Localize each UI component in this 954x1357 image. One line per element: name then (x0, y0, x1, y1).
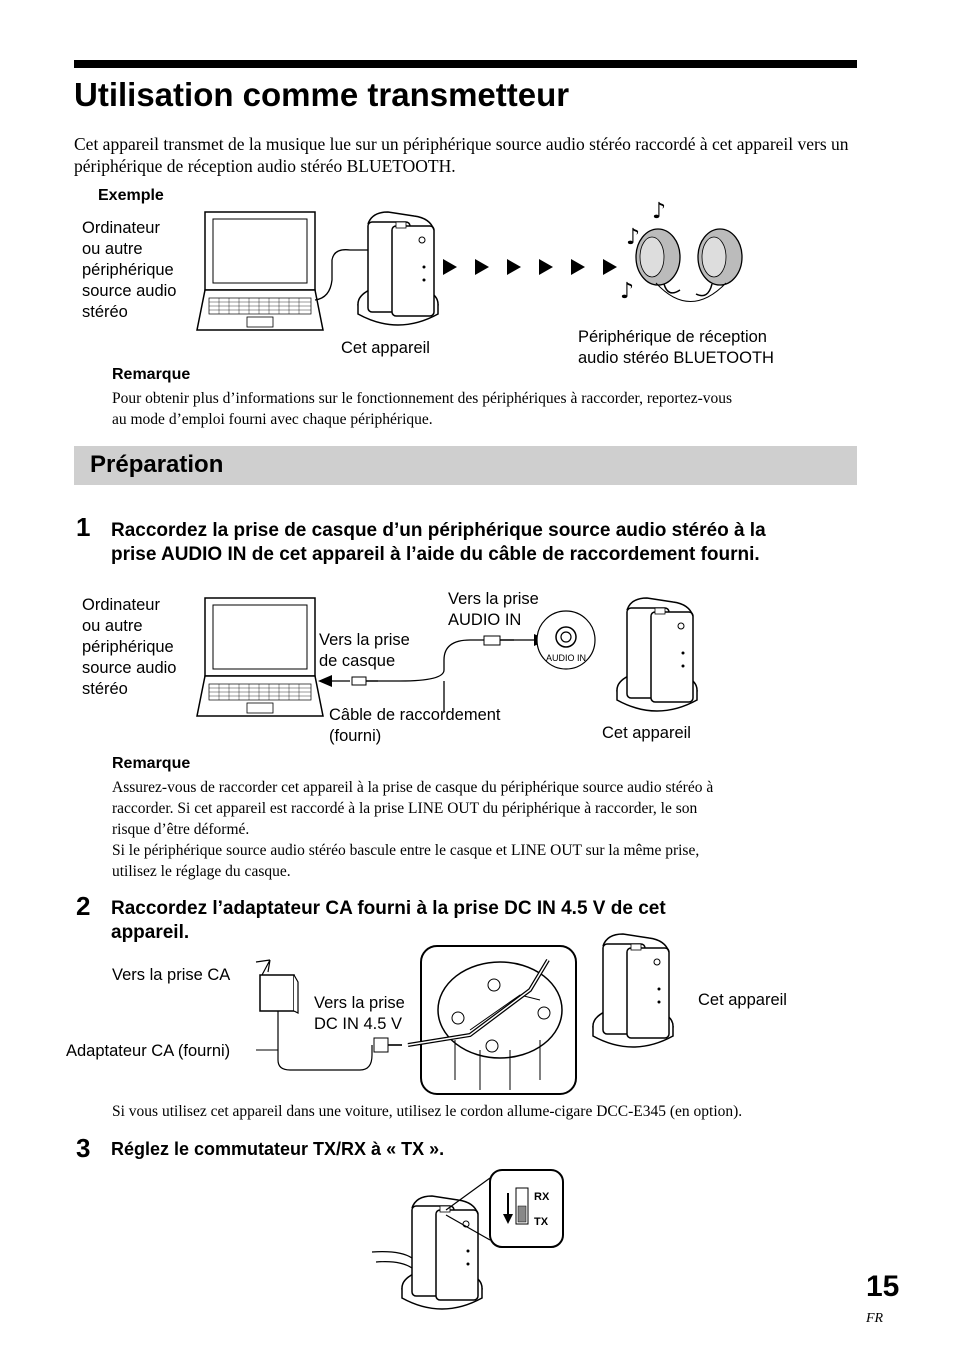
svg-text:♪: ♪ (652, 199, 667, 224)
intro-paragraph: Cet appareil transmet de la musique lue sur un périphérique source audio stéréo raccordé à cet appareil vers un périphérique de réception audio stéréo BLUETOOTH. (74, 134, 849, 176)
section-title: Préparation (90, 451, 224, 478)
step1-text: Raccordez la prise de casque d’un périphérique source audio stéréo à la prise AUDIO IN de cet appareil à l’aide du câble de raccordement fourni. (111, 520, 766, 565)
note1-heading: Remarque (112, 366, 191, 383)
fig3-adapter-label: Adaptateur CA (fourni) (66, 1042, 231, 1060)
tx-label: TX (534, 1216, 549, 1228)
fig1-receiver-label: Périphérique de réception audio stéréo BLUETOOTH (578, 328, 774, 367)
fig3-device-label: Cet appareil (698, 991, 787, 1009)
step3-text: Réglez le commutateur TX/RX à « TX ». (111, 1139, 445, 1159)
step3-number: 3 (76, 1133, 91, 1163)
example-label: Exemple (98, 187, 164, 204)
fig3-to-dc-label: Vers la prise DC IN 4.5 V (314, 994, 405, 1033)
fig1-computer-label: Ordinateur ou autre périphérique source audio stéréo (82, 219, 177, 321)
fig2-computer-label: Ordinateur ou autre périphérique source audio stéréo (82, 596, 177, 698)
fig3-to-ac-label: Vers la prise CA (112, 966, 231, 984)
step1-number: 1 (76, 512, 91, 542)
svg-text:♪: ♪ (626, 225, 641, 250)
step2-text: Raccordez l’adaptateur CA fourni à la prise DC IN 4.5 V de cet appareil. (111, 898, 666, 943)
fig2-cable-label: Câble de raccordement (fourni) (329, 706, 501, 745)
page-title: Utilisation comme transmetteur (74, 76, 570, 113)
audio-in-jack-label: AUDIO IN (545, 653, 587, 663)
fig2-to-audio-in-label: Vers la prise AUDIO IN (448, 590, 539, 629)
fig2-to-headphone-label: Vers la prise de casque (319, 631, 410, 670)
rx-label: RX (534, 1191, 550, 1203)
fig1-device-label: Cet appareil (341, 339, 430, 357)
note1-text: Pour obtenir plus d’informations sur le fonctionnement des périphériques à raccorder, reportez-vous au mode d’emploi fourni avec chaque périphérique. (112, 390, 733, 428)
language-code: FR (866, 1311, 884, 1326)
note2-text: Assurez-vous de raccorder cet appareil à la prise de casque du périphérique source audio stéréo à raccorder. Si cet appareil est raccordé à la prise LINE OUT du périphérique à raccorder, le son risque d’être déformé. Si le périphérique source audio stéréo bascule entre le casque et LINE OUT sur la même prise, utilisez le réglage du casque. (112, 779, 714, 880)
step2-number: 2 (76, 891, 91, 921)
note2-heading: Remarque (112, 755, 191, 772)
page-number: 15 (866, 1270, 900, 1303)
fig2-device-label: Cet appareil (602, 724, 691, 742)
car-note: Si vous utilisez cet appareil dans une voiture, utilisez le cordon allume-cigare DCC-E345 (en option). (112, 1103, 743, 1120)
svg-text:♪: ♪ (620, 279, 635, 304)
